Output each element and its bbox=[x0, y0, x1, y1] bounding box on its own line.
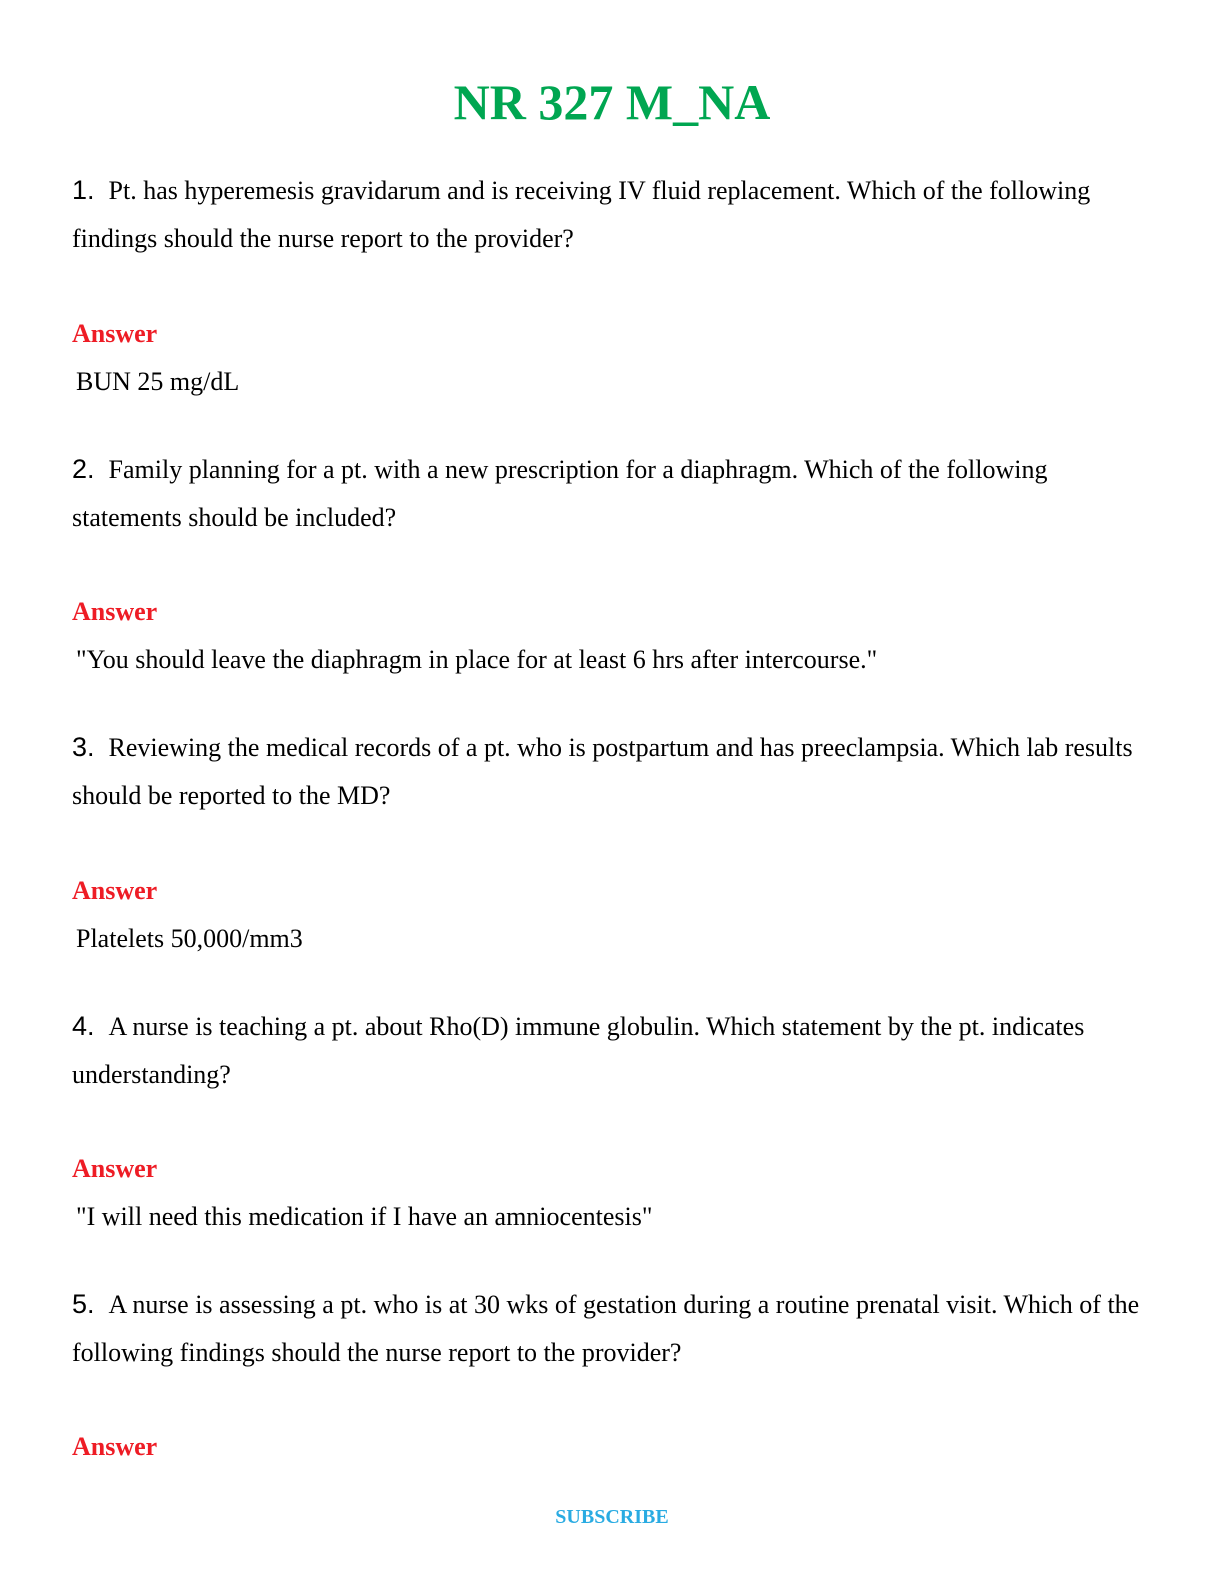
question-number: 4. bbox=[72, 1011, 95, 1041]
page-title: NR 327 M_NA bbox=[453, 74, 771, 130]
question-1 bbox=[72, 166, 1152, 263]
question-text: Family planning for a pt. with a new prescription for a diaphragm. Which of the following statements should be included? bbox=[72, 455, 1048, 532]
question-text: A nurse is assessing a pt. who is at 30 wks of gestation during a routine prenatal visit. Which of the following findings should the nurse report to the provider? bbox=[72, 1290, 1140, 1367]
answer-label: Answer bbox=[72, 319, 158, 348]
answer-text: Platelets 50,000/mm3 bbox=[76, 924, 303, 953]
question-text: A nurse is teaching a pt. about Rho(D) immune globulin. Which statement by the pt. indicates understanding? bbox=[72, 1012, 1085, 1089]
question-text: Reviewing the medical records of a pt. who is postpartum and has preeclampsia. Which lab results should be reported to the MD? bbox=[72, 733, 1133, 810]
answer-label: Answer bbox=[72, 1432, 158, 1461]
question-number: 1. bbox=[72, 175, 95, 205]
answer-label: Answer bbox=[72, 876, 158, 905]
question-5 bbox=[72, 1280, 1152, 1377]
question-4 bbox=[72, 1002, 1152, 1099]
answer-text: BUN 25 mg/dL bbox=[76, 367, 240, 396]
question-3 bbox=[72, 723, 1152, 820]
question-number: 2. bbox=[72, 454, 95, 484]
answer-label: Answer bbox=[72, 597, 158, 626]
question-text: Pt. has hyperemesis gravidarum and is receiving IV fluid replacement. Which of the following findings should the nurse report to the provider? bbox=[72, 176, 1091, 253]
answer-text: "I will need this medication if I have an amniocentesis" bbox=[76, 1202, 653, 1231]
question-2 bbox=[72, 445, 1152, 542]
question-number: 3. bbox=[72, 732, 95, 762]
answer-label: Answer bbox=[72, 1154, 158, 1183]
subscribe-link[interactable]: SUBSCRIBE bbox=[555, 1506, 669, 1528]
question-number: 5. bbox=[72, 1289, 95, 1319]
answer-text: "You should leave the diaphragm in place for at least 6 hrs after intercourse." bbox=[76, 645, 878, 674]
